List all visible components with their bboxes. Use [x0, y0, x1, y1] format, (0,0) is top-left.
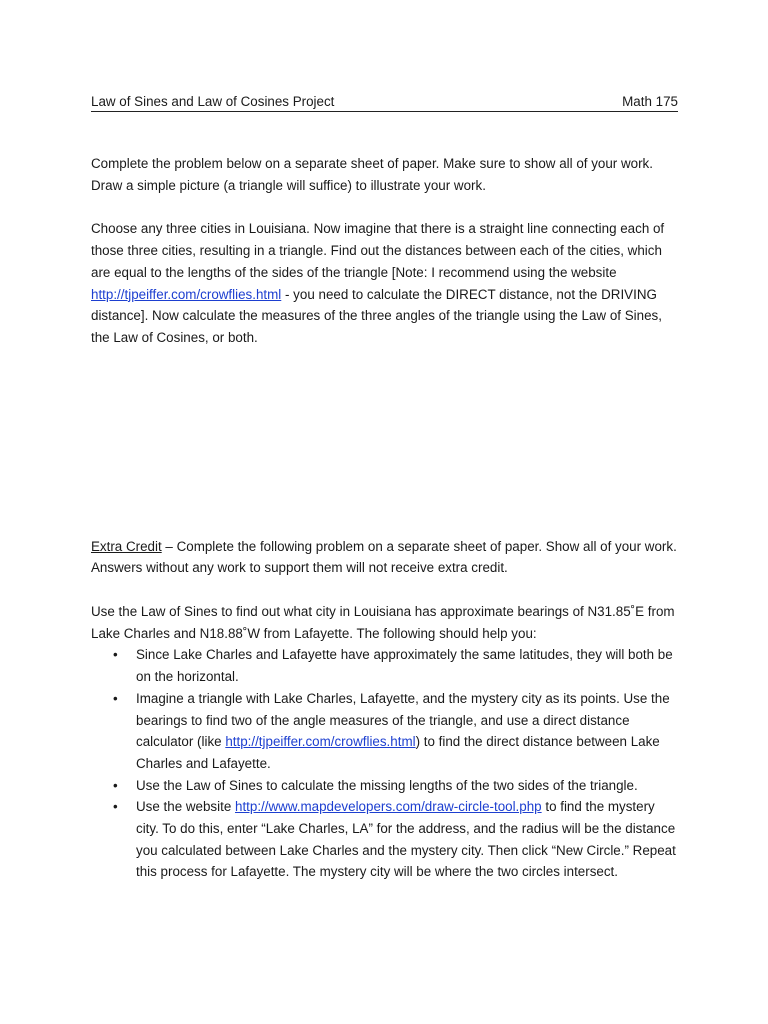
mapdevelopers-link[interactable]: http://www.mapdevelopers.com/draw-circle-tool.php [235, 799, 542, 815]
hint-text: Use the Law of Sines to calculate the missing lengths of the two sides of the triangle. [136, 777, 638, 793]
hint-text: to find the mystery city. To do this, enter “Lake Charles, LA” for the address, and the radius will be the distance you calculated between Lake Charles and the mystery city. Then click “New Circle.” Repeat this process for Lafayette. The mystery city will be where the two circles intersect. [136, 799, 676, 880]
problem-paragraph [91, 218, 678, 348]
course-number: Math 175 [622, 94, 678, 109]
document-page [91, 94, 678, 883]
document-header [91, 94, 678, 112]
instructions-paragraph: Complete the problem below on a separate sheet of paper. Make sure to show all of your work. Draw a simple picture (a triangle will suffice) to illustrate your work. [91, 156, 653, 193]
hint-text: ) to find the direct distance between Lake Charles and Lafayette. [136, 734, 660, 771]
list-item [91, 775, 678, 797]
crowflies-link[interactable]: http://tjpeiffer.com/crowflies.html [91, 286, 282, 302]
hint-text: Imagine a triangle with Lake Charles, Lafayette, and the mystery city as its points. Use the bearings to find two of the angle measures of the triangle, and use a direct distance calculator (like [136, 690, 670, 750]
extra-credit-label: Extra Credit [91, 538, 162, 554]
document-title: Law of Sines and Law of Cosines Project [91, 94, 335, 109]
mystery-city-intro: Use the Law of Sines to find out what city in Louisiana has approximate bearings of N31.85˚E from Lake Charles and N18.88˚W from Lafayette. The following should help you: [91, 604, 675, 641]
hint-text: Use the website [136, 799, 235, 815]
list-item [91, 688, 678, 775]
list-item [91, 796, 678, 883]
problem-text-part1: Choose any three cities in Louisiana. Now imagine that there is a straight line connecting each of those three cities, resulting in a triangle. Find out the distances between each of the cities, which are equal to the lengths of the sides of the triangle [Note: I recommend using the website [91, 221, 665, 280]
extra-credit-text: – Complete the following problem on a separate sheet of paper. Show all of your work. Answers without any work to support them will not receive extra credit. [91, 538, 677, 576]
problem-text-part2: - you need to calculate the DIRECT distance, not the DRIVING distance]. Now calculate the measures of the three angles of the triangle using the Law of Sines, the Law of Cosines, or both. [91, 286, 662, 345]
crowflies-link-2[interactable]: http://tjpeiffer.com/crowflies.html [225, 734, 416, 750]
list-item [91, 644, 678, 687]
hints-list [91, 644, 678, 883]
extra-credit-paragraph [91, 536, 678, 579]
hint-text: Since Lake Charles and Lafayette have approximately the same latitudes, they will both be on the horizontal. [136, 647, 673, 685]
